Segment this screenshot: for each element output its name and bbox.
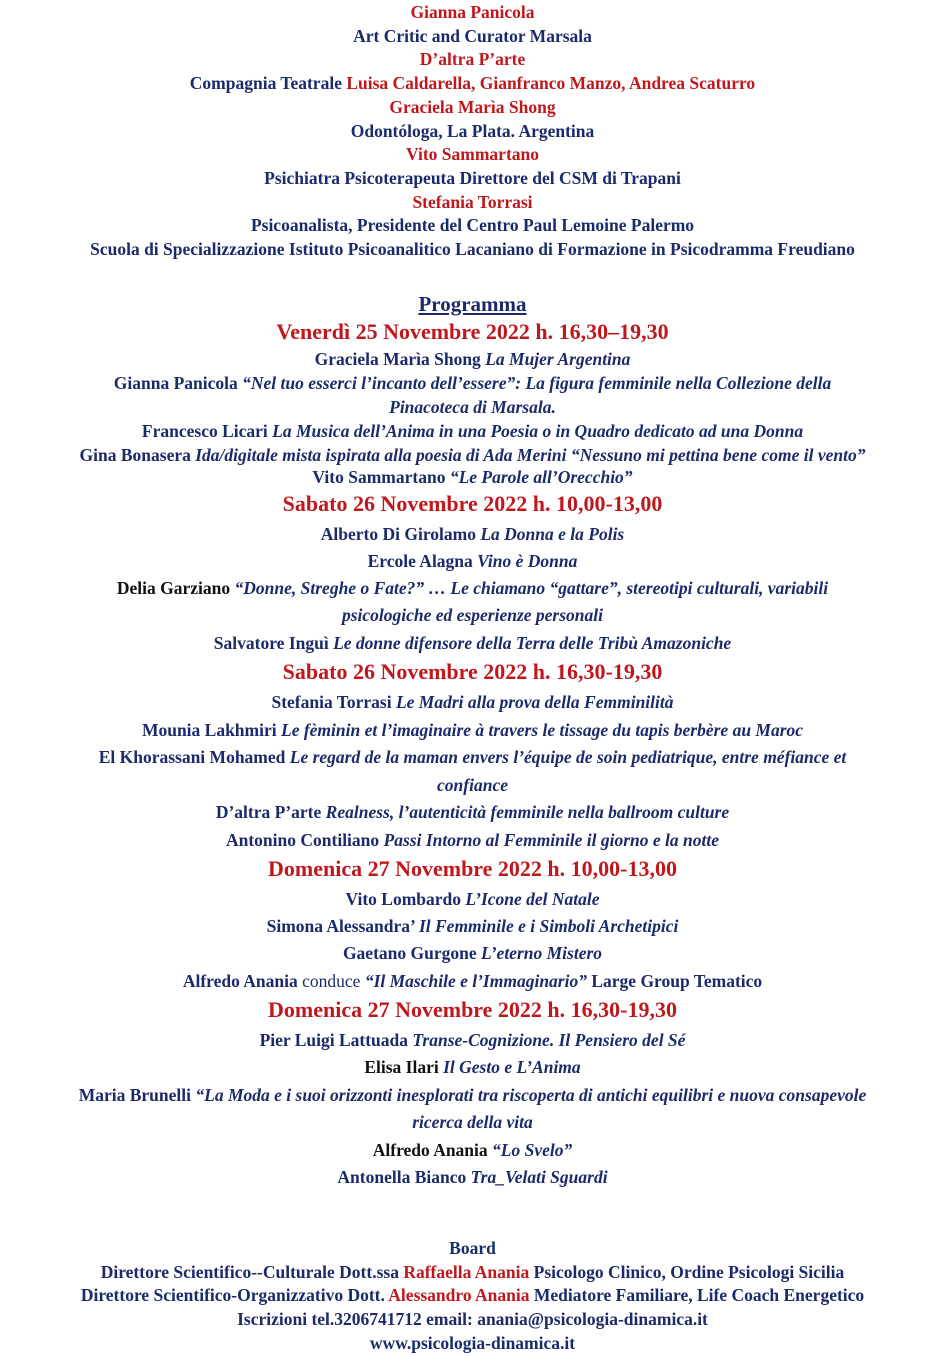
talk-item (0, 1028, 945, 1052)
talk-speaker: Alfredo Anania (182, 971, 298, 991)
talk-item (0, 718, 945, 742)
speaker-name: D’altra P’arte (419, 49, 526, 70)
talk-title: Pinacoteca di Marsala. (389, 397, 556, 417)
talk-item (0, 745, 945, 769)
talk-speaker: Vito Lombardo (345, 889, 466, 909)
talk-speaker: Vito Sammartano (312, 467, 450, 487)
speaker-name: Graciela Marìa Shong (389, 96, 556, 117)
talk-speaker: Pier Luigi Lattuada (259, 1030, 413, 1050)
talk-item-continued (0, 395, 945, 419)
talk-speaker: D’altra P’arte (215, 802, 326, 822)
talk-item-continued (0, 603, 945, 627)
talk-speaker: Maria Brunelli (78, 1085, 196, 1105)
talk-title: “Lo Svelo” (492, 1140, 573, 1160)
talk-title: “Nel tuo esserci l’incanto dell’essere”: La figura femminile nella Collezione della (242, 373, 832, 393)
talk-title: Passi Intorno al Femminile il giorno e la notte (383, 830, 719, 850)
talk-item (0, 941, 945, 965)
board-person: Raffaella Anania (403, 1261, 530, 1282)
speakers-list (0, 1, 945, 262)
compagnia-line (0, 72, 945, 96)
talk-title: Le regard de la maman envers l’équipe de soin pediatrique, entre méfiance et (289, 747, 847, 767)
board-role: Direttore Scientifico-Organizzativo Dott. (80, 1285, 389, 1306)
talk-item (0, 914, 945, 938)
talk-title: L’Icone del Natale (465, 889, 600, 909)
talk-speaker: Ercole Alagna (367, 551, 478, 571)
talk-title: Ida/digitale mista ispirata alla poesia di Ada Merini “Nessuno mi pettina bene come il vento” (195, 445, 866, 465)
talk-title: “La Moda e i suoi orizzonti inesplorati tra riscoperta di antichi equilibri e nuova consapevole (195, 1085, 867, 1105)
talk-speaker: Gina Bonasera (79, 445, 196, 465)
talk-item (0, 631, 945, 655)
talk-item-continued (0, 1110, 945, 1134)
talk-item (0, 443, 945, 467)
talk-item (0, 1083, 945, 1107)
board-role-detail: Mediatore Familiare, Life Coach Energetico (529, 1285, 865, 1306)
talk-speaker: El Khorassani Mohamed (98, 747, 290, 767)
email-link[interactable]: anania@psicologia-dinamica.it (477, 1309, 708, 1330)
talk-item (0, 522, 945, 546)
talk-item (0, 549, 945, 573)
programma-title: Programma (418, 292, 527, 316)
talk-title: Le donne difensore della Terra delle Tribù Amazoniche (333, 633, 732, 653)
talk-title: confiance (437, 775, 508, 795)
talk-speaker: Antonino Contiliano (225, 830, 384, 850)
speaker-name: Gianna Panicola (410, 2, 535, 22)
talk-item (0, 969, 945, 993)
talk-title: Transe-Cognizione. Il Pensiero del Sé (412, 1030, 686, 1050)
talk-item (0, 371, 945, 395)
talk-title: Le fèminin et l’imaginaire à travers le tissage du tapis berbère au Maroc (281, 720, 804, 740)
talk-title: ricerca della vita (412, 1112, 533, 1132)
talk-title: La Musica dell’Anima in una Poesia o in Quadro dedicato ad una Donna (272, 421, 804, 441)
talk-item (0, 1138, 945, 1162)
talk-item (0, 465, 945, 489)
talk-title: “Le Parole all’Orecchio” (449, 467, 633, 487)
iscrizioni-line (0, 1308, 945, 1332)
talk-speaker: Alfredo Anania (372, 1140, 493, 1160)
talk-title: psicologiche ed esperienze personali (341, 605, 603, 625)
speaker-role: Art Critic and Curator Marsala (353, 25, 592, 46)
talk-title: Vino è Donna (477, 551, 578, 571)
talk-item (0, 690, 945, 714)
talk-title: L’eterno Mistero (481, 943, 603, 963)
talk-speaker: Simona Alessandra’ (266, 916, 419, 936)
talk-title: Tra_Velati Sguardi (470, 1167, 608, 1187)
talk-title: La Mujer Argentina (485, 349, 631, 369)
talk-speaker: Alberto Di Girolamo (320, 524, 481, 544)
website-link[interactable]: www.psicologia-dinamica.it (369, 1332, 576, 1353)
board-role-detail: Psicologo Clinico, Ordine Psicologi Sicilia (529, 1261, 845, 1282)
speaker-name: Vito Sammartano (405, 144, 540, 165)
talk-item (0, 347, 945, 371)
talk-speaker: Delia Garziano (116, 578, 235, 598)
talk-conduce: conduce (297, 971, 365, 991)
talk-title: Le Madri alla prova della Femminilità (395, 692, 674, 712)
talk-title: “Il Maschile e l’Immaginario” (364, 971, 587, 991)
talk-title: Il Femminile e i Simboli Archetipici (418, 916, 679, 936)
talk-speaker: Gianna Panicola (113, 373, 243, 393)
talk-title: Realness, l’autenticità femminile nella ballroom culture (325, 802, 730, 822)
day-heading: Sabato 26 Novembre 2022 h. 10,00-13,00 (282, 491, 663, 516)
talk-speaker: Antonella Bianco (337, 1167, 471, 1187)
talk-speaker: Francesco Licari (141, 421, 273, 441)
board-line (0, 1284, 945, 1308)
iscrizioni-label: Iscrizioni tel.3206741712 email: (237, 1309, 478, 1330)
speaker-name: Stefania Torrasi (412, 191, 533, 212)
talk-item (0, 576, 945, 600)
compagnia-label: Compagnia Teatrale (189, 73, 347, 94)
board-section (0, 1237, 945, 1356)
talk-speaker: Salvatore Inguì (213, 633, 334, 653)
talk-title: “Donne, Streghe o Fate?” … Le chiamano “gattare”, stereotipi culturali, variabili (234, 578, 829, 598)
day-heading: Domenica 27 Novembre 2022 h. 10,00-13,00 (268, 856, 677, 881)
day-heading: Domenica 27 Novembre 2022 h. 16,30-19,30 (268, 997, 677, 1022)
scuola-line: Scuola di Specializzazione Istituto Psicoanalitico Lacaniano di Formazione in Psicodramma Freudiano (90, 239, 855, 260)
talk-speaker: Elisa Ilari (364, 1057, 444, 1077)
talk-title: Il Gesto e L’Anima (443, 1057, 581, 1077)
board-line (0, 1261, 945, 1285)
talk-item (0, 828, 945, 852)
day-heading: Venerdì 25 Novembre 2022 h. 16,30–19,30 (276, 319, 669, 344)
talk-speaker: Graciela Marìa Shong (314, 349, 486, 369)
talk-item (0, 1055, 945, 1079)
day-heading: Sabato 26 Novembre 2022 h. 16,30-19,30 (282, 659, 663, 684)
talk-title: La Donna e la Polis (480, 524, 625, 544)
board-title: Board (449, 1238, 496, 1258)
board-person: Alessandro Anania (388, 1285, 530, 1306)
compagnia-members: Luisa Caldarella, Gianfranco Manzo, Andrea Scaturro (346, 73, 756, 94)
talk-item (0, 1165, 945, 1189)
speaker-role: Psicoanalista, Presidente del Centro Paul Lemoine Palermo (250, 215, 695, 236)
board-role: Direttore Scientifico--Culturale Dott.ssa (100, 1261, 404, 1282)
talk-speaker: Gaetano Gurgone (342, 943, 481, 963)
talk-item (0, 887, 945, 911)
talk-item (0, 800, 945, 824)
talk-speaker: Mounia Lakhmiri (141, 720, 281, 740)
talk-speaker: Stefania Torrasi (271, 692, 396, 712)
talk-item (0, 419, 945, 443)
speaker-role: Odontóloga, La Plata. Argentina (350, 120, 595, 141)
talk-suffix: Large Group Tematico (586, 971, 763, 991)
talk-item-continued (0, 773, 945, 797)
speaker-role: Psichiatra Psicoterapeuta Direttore del CSM di Trapani (264, 167, 681, 188)
